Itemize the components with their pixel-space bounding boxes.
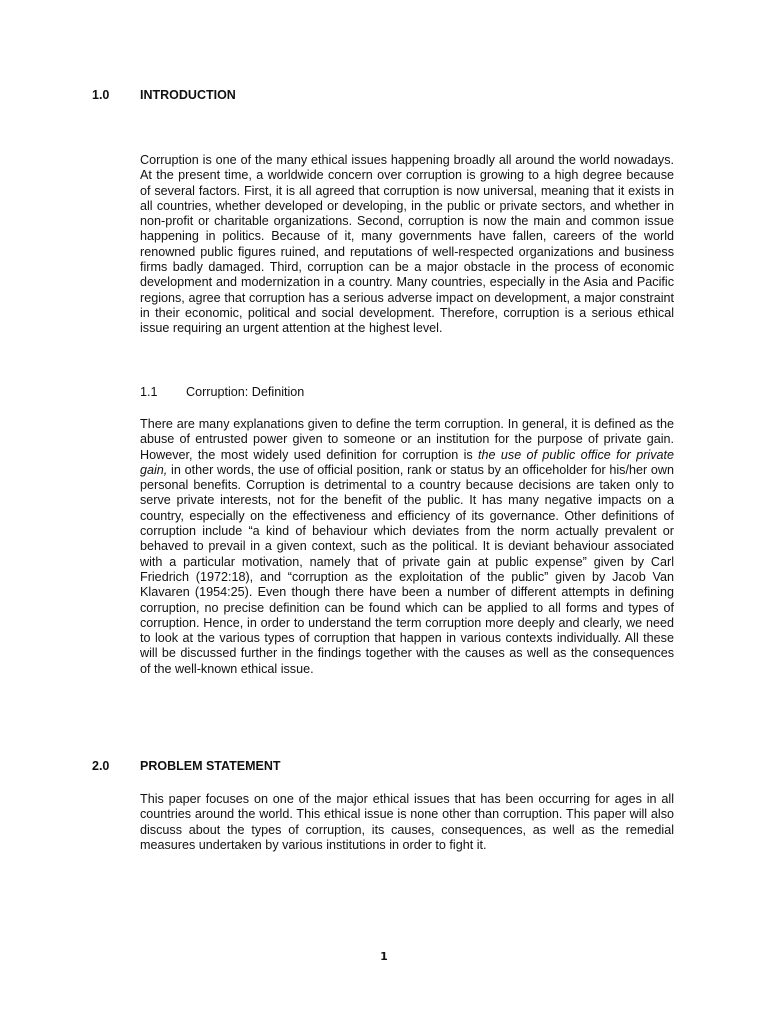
definition-text-italic: the use of public office for private gain, [140,447,674,477]
section-title: PROBLEM STATEMENT [140,759,281,773]
section-number: 1.0 [92,88,110,102]
page-number: 1 [380,950,388,963]
definition-paragraph [140,417,674,677]
definition-text-part2: in other words, the use of official position, rank or status by an officeholder for his/her own personal benefits. Corruption is detrimental to a country because decisions are taken only to serve private interests, not for the benefit of the public. It has many negative impacts on a country, especially on the effectiveness and efficiency of its governance. Other definitions of corruption include “a kind of behaviour which deviates from the norm actually prevalent or behaved to prevail in a given context, such as the political. It is deviant behaviour associated with a particular motivation, namely that of private gain at public expense” given by Carl Friedrich (1972:18), and “corruption as the exploitation of the public” given by Jacob Van Klavaren (1954:25). Even though there have been a number of different attempts in defining corruption, no precise definition can be found which can be applied to all forms and types of corruption. Hence, in order to understand the term corruption more deeply and clearly, we need to look at the various types of corruption that happen in various contexts individually. All these will be discussed further in the findings together with the causes as well as the consequences of the well-known ethical issue. [140,462,674,676]
subsection-heading-definition [140,385,304,400]
section-heading-introduction [92,88,236,103]
subsection-number: 1.1 [140,385,158,399]
definition-text-part1: There are many explanations given to define the term corruption. In general, it is defined as the abuse of entrusted power given to someone or an institution for the purpose of private gain. However, the most widely used definition for corruption is [140,417,674,462]
subsection-title: Corruption: Definition [186,385,305,399]
section-title: INTRODUCTION [140,88,236,102]
section-heading-problem-statement [92,759,281,774]
problem-statement-paragraph: This paper focuses on one of the major ethical issues that has been occurring for ages in all countries around the world. This ethical issue is none other than corruption. This paper will also discuss about the types of corruption, its causes, consequences, as well as the remedial measures undertaken by various institutions in order to fight it. [140,792,674,852]
section-number: 2.0 [92,759,110,773]
introduction-paragraph: Corruption is one of the many ethical issues happening broadly all around the world nowadays. At the present time, a worldwide concern over corruption is growing to a high degree because of several factors. First, it is all agreed that corruption is now universal, meaning that it exists in all countries, whether developed or developing, in the public or private sectors, and whether in non-profit or charitable organizations. Second, corruption is now the main and common issue happening in politics. Because of it, many governments have fallen, careers of the world renowned public figures ruined, and reputations of well-respected organizations and business firms badly damaged. Third, corruption can be a major obstacle in the process of economic development and modernization in a country. Many countries, especially in the Asia and Pacific regions, agree that corruption has a serious adverse impact on development, a major constraint in their economic, political and social development. Therefore, corruption is a serious ethical issue requiring an urgent attention at the highest level. [140,153,674,336]
